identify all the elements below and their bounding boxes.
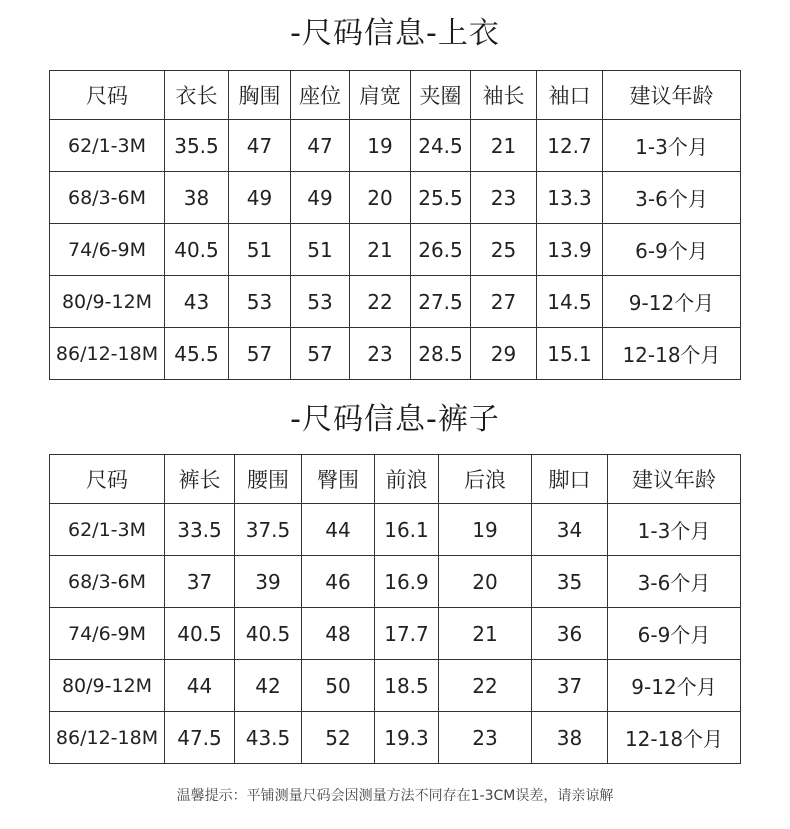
size-cell: 80/9-12M xyxy=(50,276,165,328)
table-cell: 53 xyxy=(291,276,350,328)
size-cell: 86/12-18M xyxy=(50,712,165,764)
table-cell: 46 xyxy=(302,556,375,608)
column-header: 脚口 xyxy=(532,455,608,504)
table-cell: 25.5 xyxy=(411,172,471,224)
table-cell: 47.5 xyxy=(165,712,235,764)
size-cell: 68/3-6M xyxy=(50,556,165,608)
table-cell: 40.5 xyxy=(165,608,235,660)
table-cell: 6-9个月 xyxy=(608,608,741,660)
table-cell: 25 xyxy=(471,224,537,276)
table-cell: 57 xyxy=(229,328,291,380)
table-cell: 9-12个月 xyxy=(603,276,741,328)
table-cell: 23 xyxy=(471,172,537,224)
table-row xyxy=(50,172,741,224)
table-cell: 21 xyxy=(350,224,411,276)
table-header-row xyxy=(50,71,741,120)
table-cell: 28.5 xyxy=(411,328,471,380)
size-cell: 74/6-9M xyxy=(50,224,165,276)
table-cell: 27 xyxy=(471,276,537,328)
table-cell: 23 xyxy=(439,712,532,764)
table-row xyxy=(50,608,741,660)
table-cell: 43.5 xyxy=(235,712,302,764)
table-cell: 12-18个月 xyxy=(603,328,741,380)
table-cell: 1-3个月 xyxy=(608,504,741,556)
table-cell: 42 xyxy=(235,660,302,712)
column-header: 尺码 xyxy=(50,71,165,120)
table-cell: 47 xyxy=(229,120,291,172)
table-cell: 3-6个月 xyxy=(603,172,741,224)
table-cell: 35.5 xyxy=(165,120,229,172)
table-cell: 38 xyxy=(532,712,608,764)
column-header: 建议年龄 xyxy=(603,71,741,120)
table-cell: 19.3 xyxy=(375,712,439,764)
column-header: 尺码 xyxy=(50,455,165,504)
table-row xyxy=(50,120,741,172)
column-header: 胸围 xyxy=(229,71,291,120)
table-cell: 22 xyxy=(439,660,532,712)
table-cell: 6-9个月 xyxy=(603,224,741,276)
size-cell: 68/3-6M xyxy=(50,172,165,224)
table-cell: 36 xyxy=(532,608,608,660)
pants-size-title: -尺码信息-裤子 xyxy=(290,402,500,437)
table-cell: 50 xyxy=(302,660,375,712)
table-row xyxy=(50,504,741,556)
table-row xyxy=(50,712,741,764)
table-cell: 20 xyxy=(439,556,532,608)
table-cell: 40.5 xyxy=(235,608,302,660)
table-cell: 21 xyxy=(439,608,532,660)
table-cell: 37.5 xyxy=(235,504,302,556)
table-cell: 57 xyxy=(291,328,350,380)
column-header: 腰围 xyxy=(235,455,302,504)
column-header: 肩宽 xyxy=(350,71,411,120)
table-cell: 37 xyxy=(532,660,608,712)
column-header: 裤长 xyxy=(165,455,235,504)
table-cell: 18.5 xyxy=(375,660,439,712)
table-cell: 13.9 xyxy=(537,224,603,276)
table-cell: 16.1 xyxy=(375,504,439,556)
size-cell: 62/1-3M xyxy=(50,120,165,172)
table-cell: 51 xyxy=(229,224,291,276)
table-cell: 33.5 xyxy=(165,504,235,556)
table-cell: 14.5 xyxy=(537,276,603,328)
column-header: 座位 xyxy=(291,71,350,120)
table-cell: 19 xyxy=(350,120,411,172)
table-cell: 12-18个月 xyxy=(608,712,741,764)
table-cell: 26.5 xyxy=(411,224,471,276)
table-cell: 49 xyxy=(291,172,350,224)
table-row xyxy=(50,660,741,712)
column-header: 衣长 xyxy=(165,71,229,120)
size-cell: 62/1-3M xyxy=(50,504,165,556)
table-cell: 37 xyxy=(165,556,235,608)
table-cell: 44 xyxy=(302,504,375,556)
table-cell: 51 xyxy=(291,224,350,276)
table-cell: 48 xyxy=(302,608,375,660)
column-header: 后浪 xyxy=(439,455,532,504)
table-cell: 29 xyxy=(471,328,537,380)
size-cell: 80/9-12M xyxy=(50,660,165,712)
table-cell: 43 xyxy=(165,276,229,328)
top-size-table xyxy=(49,70,741,380)
pants-size-table xyxy=(49,454,741,764)
table-cell: 3-6个月 xyxy=(608,556,741,608)
table-cell: 16.9 xyxy=(375,556,439,608)
table-cell: 53 xyxy=(229,276,291,328)
table-row xyxy=(50,276,741,328)
column-header: 夹圈 xyxy=(411,71,471,120)
table-cell: 22 xyxy=(350,276,411,328)
table-cell: 39 xyxy=(235,556,302,608)
table-cell: 23 xyxy=(350,328,411,380)
column-header: 袖口 xyxy=(537,71,603,120)
table-cell: 19 xyxy=(439,504,532,556)
table-cell: 35 xyxy=(532,556,608,608)
table-cell: 21 xyxy=(471,120,537,172)
table-cell: 12.7 xyxy=(537,120,603,172)
table-cell: 20 xyxy=(350,172,411,224)
table-cell: 38 xyxy=(165,172,229,224)
size-cell: 86/12-18M xyxy=(50,328,165,380)
table-header-row xyxy=(50,455,741,504)
table-cell: 44 xyxy=(165,660,235,712)
table-cell: 40.5 xyxy=(165,224,229,276)
measurement-footnote: 温馨提示：平铺测量尺码会因测量方法不同存在1-3CM误差，请亲谅解 xyxy=(176,788,614,804)
table-cell: 24.5 xyxy=(411,120,471,172)
table-cell: 15.1 xyxy=(537,328,603,380)
table-cell: 49 xyxy=(229,172,291,224)
top-size-title: -尺码信息-上衣 xyxy=(290,16,500,51)
table-cell: 27.5 xyxy=(411,276,471,328)
table-row xyxy=(50,224,741,276)
table-cell: 13.3 xyxy=(537,172,603,224)
size-cell: 74/6-9M xyxy=(50,608,165,660)
column-header: 前浪 xyxy=(375,455,439,504)
table-row xyxy=(50,328,741,380)
table-cell: 1-3个月 xyxy=(603,120,741,172)
table-cell: 45.5 xyxy=(165,328,229,380)
column-header: 袖长 xyxy=(471,71,537,120)
column-header: 臀围 xyxy=(302,455,375,504)
table-cell: 52 xyxy=(302,712,375,764)
table-cell: 17.7 xyxy=(375,608,439,660)
table-row xyxy=(50,556,741,608)
table-cell: 47 xyxy=(291,120,350,172)
column-header: 建议年龄 xyxy=(608,455,741,504)
table-cell: 9-12个月 xyxy=(608,660,741,712)
table-cell: 34 xyxy=(532,504,608,556)
